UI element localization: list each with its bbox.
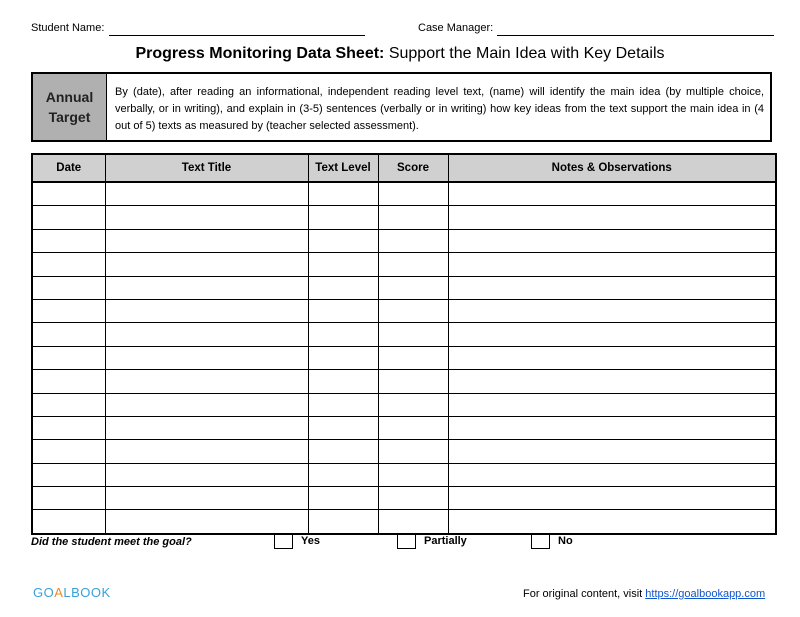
- table-row: [32, 253, 776, 276]
- table-cell[interactable]: [378, 299, 448, 322]
- table-cell[interactable]: [308, 229, 378, 252]
- table-cell[interactable]: [105, 463, 308, 486]
- table-row: [32, 346, 776, 369]
- table-row: [32, 510, 776, 534]
- table-cell[interactable]: [448, 182, 776, 206]
- progress-table: [31, 153, 777, 535]
- option-yes-label: Yes: [301, 535, 320, 547]
- table-cell[interactable]: [105, 487, 308, 510]
- table-cell[interactable]: [32, 393, 105, 416]
- page-title: [0, 45, 800, 63]
- table-header-row: [32, 154, 776, 182]
- table-cell[interactable]: [32, 323, 105, 346]
- table-cell[interactable]: [105, 323, 308, 346]
- table-cell[interactable]: [378, 182, 448, 206]
- goalbook-logo: GOALBOOK: [33, 585, 111, 600]
- table-cell[interactable]: [448, 299, 776, 322]
- table-cell[interactable]: [105, 253, 308, 276]
- table-cell[interactable]: [308, 487, 378, 510]
- option-no-label: No: [558, 535, 573, 547]
- table-cell[interactable]: [105, 346, 308, 369]
- table-cell[interactable]: [32, 182, 105, 206]
- table-row: [32, 229, 776, 252]
- option-partially[interactable]: [397, 533, 467, 549]
- table-cell[interactable]: [308, 182, 378, 206]
- table-cell[interactable]: [32, 440, 105, 463]
- option-yes[interactable]: [274, 533, 320, 549]
- table-cell[interactable]: [308, 440, 378, 463]
- option-no[interactable]: [531, 533, 573, 549]
- table-cell[interactable]: [378, 440, 448, 463]
- table-cell[interactable]: [448, 510, 776, 534]
- table-cell[interactable]: [308, 299, 378, 322]
- table-cell[interactable]: [308, 416, 378, 439]
- table-cell[interactable]: [378, 346, 448, 369]
- table-cell[interactable]: [32, 510, 105, 534]
- table-cell[interactable]: [32, 370, 105, 393]
- table-cell[interactable]: [448, 346, 776, 369]
- table-cell[interactable]: [105, 182, 308, 206]
- table-cell[interactable]: [378, 276, 448, 299]
- table-cell[interactable]: [32, 229, 105, 252]
- annual-target-label: Annual Target: [33, 74, 107, 140]
- col-notes: Notes & Observations: [448, 154, 776, 182]
- table-cell[interactable]: [308, 463, 378, 486]
- table-row: [32, 276, 776, 299]
- title-bold: Progress Monitoring Data Sheet:: [135, 45, 385, 62]
- col-score: Score: [378, 154, 448, 182]
- student-name-field[interactable]: [109, 35, 365, 36]
- table-cell[interactable]: [378, 416, 448, 439]
- table-cell[interactable]: [378, 510, 448, 534]
- table-cell[interactable]: [105, 416, 308, 439]
- table-cell[interactable]: [378, 253, 448, 276]
- table-cell[interactable]: [448, 206, 776, 229]
- table-cell[interactable]: [32, 487, 105, 510]
- table-cell[interactable]: [32, 416, 105, 439]
- table-cell[interactable]: [448, 487, 776, 510]
- table-row: [32, 463, 776, 486]
- table-cell[interactable]: [105, 510, 308, 534]
- table-row: [32, 323, 776, 346]
- table-cell[interactable]: [308, 276, 378, 299]
- table-row: [32, 370, 776, 393]
- table-cell[interactable]: [308, 393, 378, 416]
- col-text-title: Text Title: [105, 154, 308, 182]
- table-cell[interactable]: [308, 206, 378, 229]
- table-cell[interactable]: [32, 253, 105, 276]
- student-name-label: Student Name:: [31, 22, 105, 34]
- table-cell[interactable]: [378, 229, 448, 252]
- table-cell[interactable]: [32, 463, 105, 486]
- table-cell[interactable]: [378, 487, 448, 510]
- table-row: [32, 416, 776, 439]
- table-cell[interactable]: [105, 440, 308, 463]
- table-cell[interactable]: [308, 370, 378, 393]
- table-row: [32, 487, 776, 510]
- footer-note: [523, 588, 765, 600]
- table-cell[interactable]: [32, 206, 105, 229]
- table-cell[interactable]: [378, 393, 448, 416]
- table-row: [32, 393, 776, 416]
- checkbox-no[interactable]: [531, 533, 550, 549]
- case-manager-field[interactable]: [497, 35, 774, 36]
- case-manager-label: Case Manager:: [418, 22, 494, 34]
- annual-target-box: [31, 72, 772, 142]
- annual-target-text: By (date), after reading an informational, independent reading level text, (name) will identify the main idea (by multiple choice, verbally, or in writing), and explain in (3-5) sentences (verbally or in writing) how key ideas from the text support the main idea in (4 out of 5) texts as measured by (teacher selected assessment).: [115, 86, 764, 132]
- table-cell[interactable]: [378, 206, 448, 229]
- table-cell[interactable]: [105, 229, 308, 252]
- table-row: [32, 440, 776, 463]
- table-cell[interactable]: [105, 370, 308, 393]
- table-cell[interactable]: [448, 276, 776, 299]
- table-cell[interactable]: [448, 323, 776, 346]
- table-cell[interactable]: [32, 276, 105, 299]
- table-cell[interactable]: [308, 323, 378, 346]
- table-cell[interactable]: [32, 299, 105, 322]
- col-date: Date: [32, 154, 105, 182]
- table-row: [32, 299, 776, 322]
- table-cell[interactable]: [105, 393, 308, 416]
- footer-link[interactable]: https://goalbookapp.com: [645, 588, 766, 600]
- title-rest: Support the Main Idea with Key Details: [384, 45, 665, 62]
- table-cell[interactable]: [448, 416, 776, 439]
- table-cell[interactable]: [378, 323, 448, 346]
- table-cell[interactable]: [378, 463, 448, 486]
- col-text-level: Text Level: [308, 154, 378, 182]
- table-row: [32, 206, 776, 229]
- footer-text: For original content, visit: [523, 588, 646, 600]
- table-cell[interactable]: [105, 299, 308, 322]
- option-partially-label: Partially: [424, 535, 467, 547]
- table-cell[interactable]: [448, 370, 776, 393]
- table-cell[interactable]: [105, 206, 308, 229]
- checkbox-partially[interactable]: [397, 533, 416, 549]
- table-cell[interactable]: [308, 253, 378, 276]
- table-cell[interactable]: [378, 370, 448, 393]
- table-cell[interactable]: [308, 510, 378, 534]
- table-cell[interactable]: [448, 463, 776, 486]
- table-row: [32, 182, 776, 206]
- table-cell[interactable]: [448, 440, 776, 463]
- table-cell[interactable]: [448, 393, 776, 416]
- table-cell[interactable]: [105, 276, 308, 299]
- table-cell[interactable]: [448, 229, 776, 252]
- table-cell[interactable]: [32, 346, 105, 369]
- goal-question: Did the student meet the goal?: [31, 536, 192, 548]
- table-cell[interactable]: [308, 346, 378, 369]
- table-cell[interactable]: [448, 253, 776, 276]
- checkbox-yes[interactable]: [274, 533, 293, 549]
